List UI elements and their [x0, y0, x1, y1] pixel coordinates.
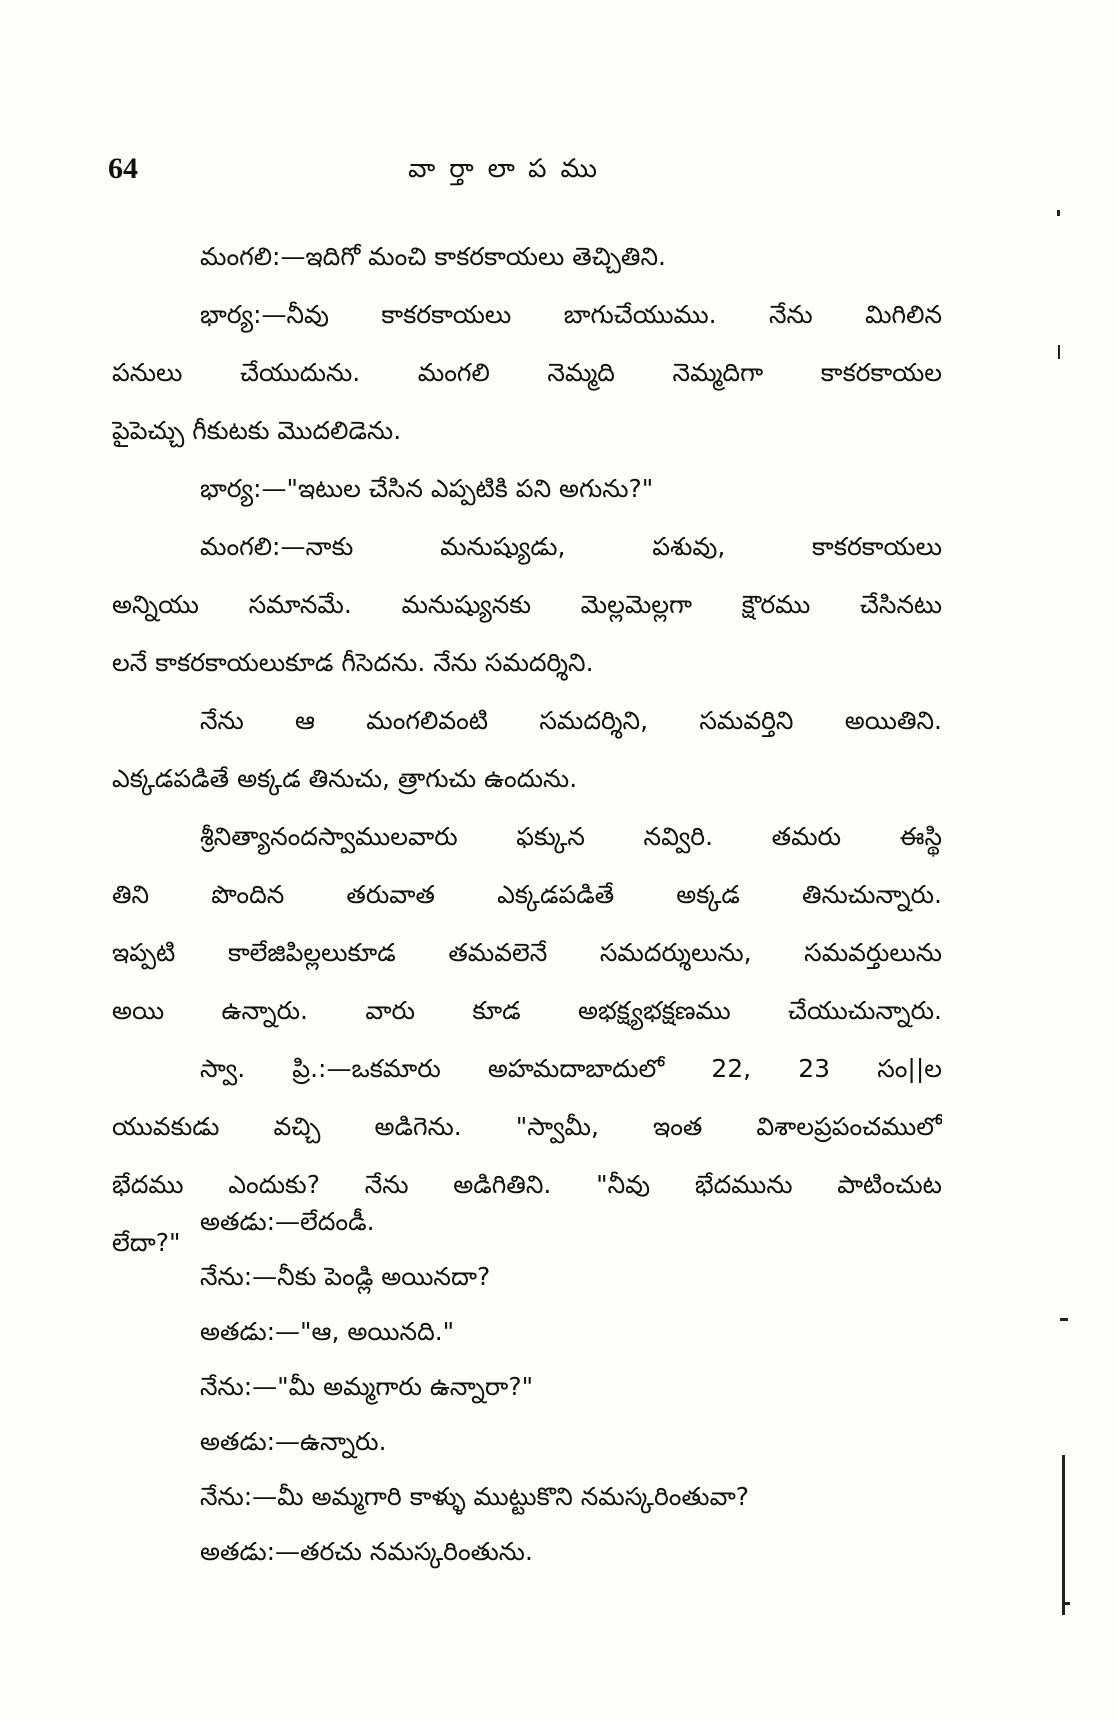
paragraph-line: పైపెచ్చు గీకుటకు మొదలిడెను.	[112, 416, 402, 445]
paragraph-line: మంగలి:—ఇదిగో మంచి కాకరకాయలు తెచ్చితిని.	[200, 242, 666, 271]
paragraph-line: లనే కాకరకాయలుకూడ గీసెదను. నేను సమదర్శిని.	[112, 648, 594, 677]
dialogue-line: నేను:—మీ అమ్మగారి కాళ్ళు ముట్టుకొని నమస్కరింతువా?	[200, 1482, 750, 1511]
paragraph-line: మంగలి:—నాకు మనుష్యుడు, పశువు, కాకరకాయలు	[200, 532, 942, 561]
paragraph-line: భేదము ఎందుకు? నేను అడిగితిని. "నీవు భేదమును పాటించుట	[112, 1170, 942, 1199]
paragraph-line: స్వా. ప్రి.:—ఒకమారు అహమదాబాదులో 22, 23 సం||ల	[200, 1054, 942, 1083]
scan-mark	[1062, 1602, 1070, 1605]
dialogue-block	[200, 1194, 960, 1579]
dialogue-line: అతడు:—తరచు నమస్కరింతును.	[200, 1537, 533, 1566]
paragraph-line: పనులు చేయుదును. మంగలి నెమ్మది నెమ్మదిగా కాకరకాయల	[112, 358, 942, 387]
paragraph-line: యువకుడు వచ్చి అడిగెను. "స్వామీ, ఇంత విశాలప్రపంచములో	[112, 1112, 942, 1141]
paragraph-line: అన్నియు సమానమే. మనుష్యునకు మెల్లమెల్లగా క్షౌరము చేసినటు	[112, 590, 942, 619]
dialogue-line: అతడు:—"ఆ, అయినది."	[200, 1317, 455, 1346]
paragraph-line: ఇప్పటి కాలేజిపిల్లలుకూడ తమవలెనే సమదర్శులును, సమవర్తులును	[112, 938, 942, 967]
page-header	[108, 152, 968, 202]
paragraph-line: ఎక్కడపడితే అక్కడ తినుచు, త్రాగుచు ఉందును.	[112, 764, 578, 793]
dialogue-line: అతడు:—లేదండీ.	[200, 1207, 375, 1236]
scan-mark	[1058, 345, 1060, 359]
paragraph-line: లేదా?"	[112, 1228, 181, 1257]
page-number: 64	[108, 152, 138, 185]
scan-mark	[1062, 1455, 1065, 1615]
paragraph-line: అయి ఉన్నారు. వారు కూడ అభక్ష్యభక్షణము చేయుచున్నారు.	[112, 996, 942, 1025]
paragraph-line: తిని పొందిన తరువాత ఎక్కడపడితే అక్కడ తినుచున్నారు.	[112, 880, 942, 909]
dialogue-line: నేను:—"మీ అమ్మగారు ఉన్నారా?"	[200, 1372, 534, 1401]
paragraph-line: భార్య:—"ఇటుల చేసిన ఎప్పటికి పని అగును?"	[200, 474, 654, 503]
scan-mark	[1060, 1318, 1068, 1321]
running-title: వార్తాలాపము	[408, 154, 612, 184]
paragraph-line: భార్య:—నీవు కాకరకాయలు బాగుచేయుము. నేను మిగిలిన	[200, 300, 942, 329]
scan-mark	[1057, 210, 1060, 216]
dialogue-line: అతడు:—ఉన్నారు.	[200, 1427, 387, 1456]
body-text	[112, 228, 942, 1272]
paragraph-line: నేను ఆ మంగలివంటి సమదర్శిని, సమవర్తిని అయితిని.	[200, 706, 942, 735]
paragraph-line: శ్రీనిత్యానందస్వాములవారు ఫక్కున నవ్విరి. తమరు ఈస్థి	[200, 822, 942, 851]
dialogue-line: నేను:—నీకు పెండ్లి అయినదా?	[200, 1262, 491, 1291]
